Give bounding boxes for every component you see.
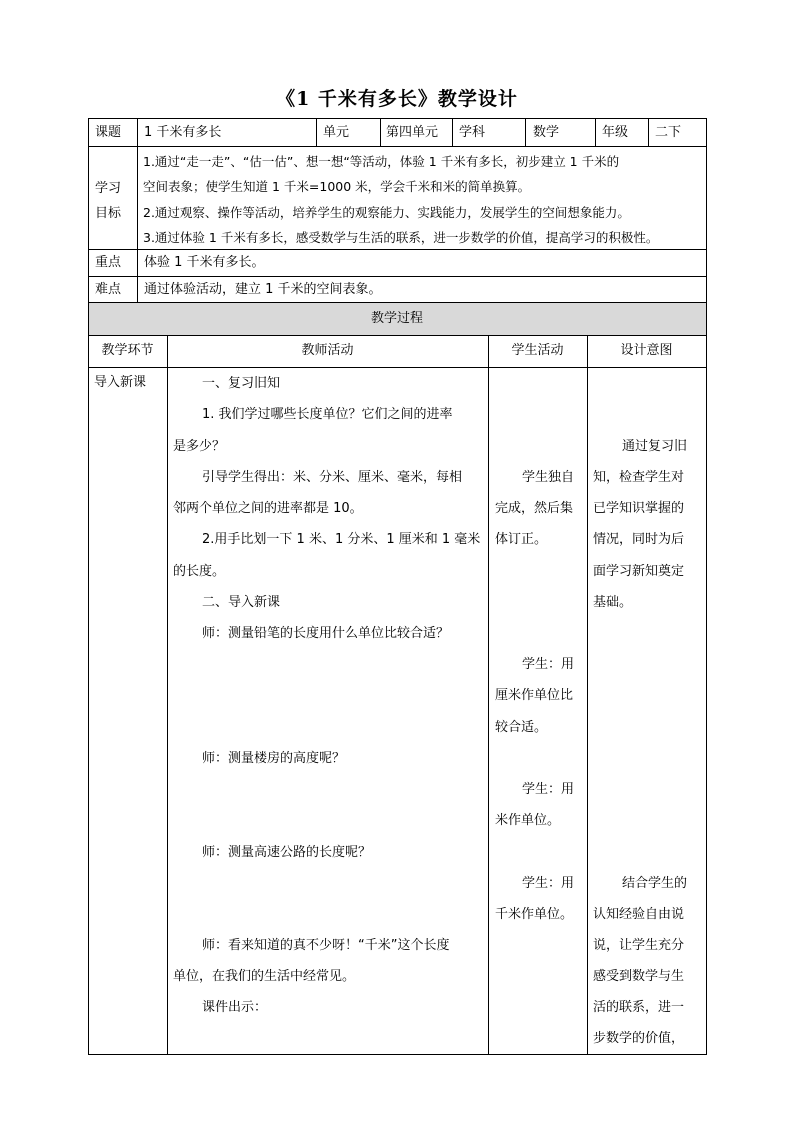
student-line: 学生：用: [522, 876, 575, 891]
teacher-line: 是多少？: [173, 439, 226, 454]
teacher-line: 二、导入新课: [202, 595, 281, 610]
objective-line: 空间表象；使学生知道 1 千米=1000 米，学会千米和米的简单换算。: [143, 179, 531, 194]
intent-line: 活的联系，进一: [593, 1000, 685, 1015]
intent-line: 基础。: [593, 595, 633, 610]
teacher-line: 课件出示：: [202, 1000, 268, 1015]
teacher-line: 1. 我们学过哪些长度单位？它们之间的进率: [202, 407, 453, 422]
unit-label: 单元: [323, 125, 350, 140]
objectives-label-line1: 学习: [95, 181, 122, 196]
key-point-label: 重点: [95, 255, 122, 270]
unit-value: 第四单元: [386, 125, 439, 140]
teacher-line: 师：测量高速公路的长度呢？: [202, 845, 372, 860]
intent-line: 已学知识掌握的: [593, 501, 685, 516]
objective-line: 1.通过“走一走”、“估一估”、想一想“等活动，体验 1 千米有多长，初步建立 1 千米的: [143, 154, 620, 169]
column-header-stage: 教学环节: [101, 343, 154, 358]
intent-line: 情况，同时为后: [593, 532, 685, 547]
teacher-line: 师：测量铅笔的长度用什么单位比较合适？: [202, 626, 450, 641]
teacher-line: 单位，在我们的生活中经常见。: [173, 969, 356, 984]
objectives-label-line2: 目标: [95, 206, 122, 221]
intent-line: 面学习新知奠定: [593, 564, 685, 579]
student-line: 完成，然后集: [495, 501, 574, 516]
topic-value: 1 千米有多长: [144, 125, 222, 140]
subject-label: 学科: [459, 125, 486, 140]
intent-line: 通过复习旧: [622, 439, 688, 454]
teacher-line: 邻两个单位之间的进率都是 10。: [173, 501, 363, 516]
section-name: 导入新课: [94, 375, 147, 390]
teacher-line: 引导学生得出：米、分米、厘米、毫米，每相: [202, 470, 463, 485]
student-line: 学生独自: [522, 470, 575, 485]
difficulty-value: 通过体验活动，建立 1 千米的空间表象。: [144, 282, 382, 297]
student-line: 米作单位。: [495, 813, 561, 828]
intent-line: 感受到数学与生: [593, 969, 685, 984]
topic-label: 课题: [95, 125, 122, 140]
teacher-line: 一、复习旧知: [202, 376, 281, 391]
intent-line: 结合学生的: [622, 876, 688, 891]
student-line: 厘米作单位比: [495, 688, 574, 703]
difficulty-label: 难点: [95, 282, 122, 297]
objective-line: 2.通过观察、操作等活动，培养学生的观察能力、实践能力，发展学生的空间想象能力。: [143, 205, 630, 220]
column-header-intent: 设计意图: [620, 343, 673, 358]
process-header: 教学过程: [370, 311, 423, 326]
key-point-value: 体验 1 千米有多长。: [144, 255, 265, 270]
teacher-line: 2.用手比划一下 1 米、1 分米、1 厘米和 1 毫米: [202, 532, 481, 547]
intent-line: 认知经验自由说: [593, 907, 685, 922]
teacher-line: 师：测量楼房的高度呢？: [202, 751, 346, 766]
intent-line: 说，让学生充分: [593, 938, 685, 953]
column-header-teacher: 教师活动: [301, 343, 354, 358]
student-line: 千米作单位。: [495, 907, 574, 922]
column-header-student: 学生活动: [511, 343, 564, 358]
student-line: 较合适。: [495, 720, 548, 735]
teacher-line: 的长度。: [173, 564, 226, 579]
student-line: 学生：用: [522, 657, 575, 672]
grade-label: 年级: [602, 125, 629, 140]
grade-value: 二下: [655, 125, 682, 140]
subject-value: 数学: [533, 125, 560, 140]
teacher-line: 师：看来知道的真不少呀！“千米”这个长度: [202, 938, 450, 953]
document-title: 《1 千米有多长》教学设计: [276, 88, 518, 110]
intent-line: 步数学的价值，: [593, 1031, 685, 1046]
objective-line: 3.通过体验 1 千米有多长，感受数学与生活的联系，进一步数学的价值，提高学习的积极性。: [143, 230, 659, 245]
student-line: 学生：用: [522, 782, 575, 797]
intent-line: 知，检查学生对: [593, 470, 685, 485]
student-line: 体订正。: [495, 532, 548, 547]
